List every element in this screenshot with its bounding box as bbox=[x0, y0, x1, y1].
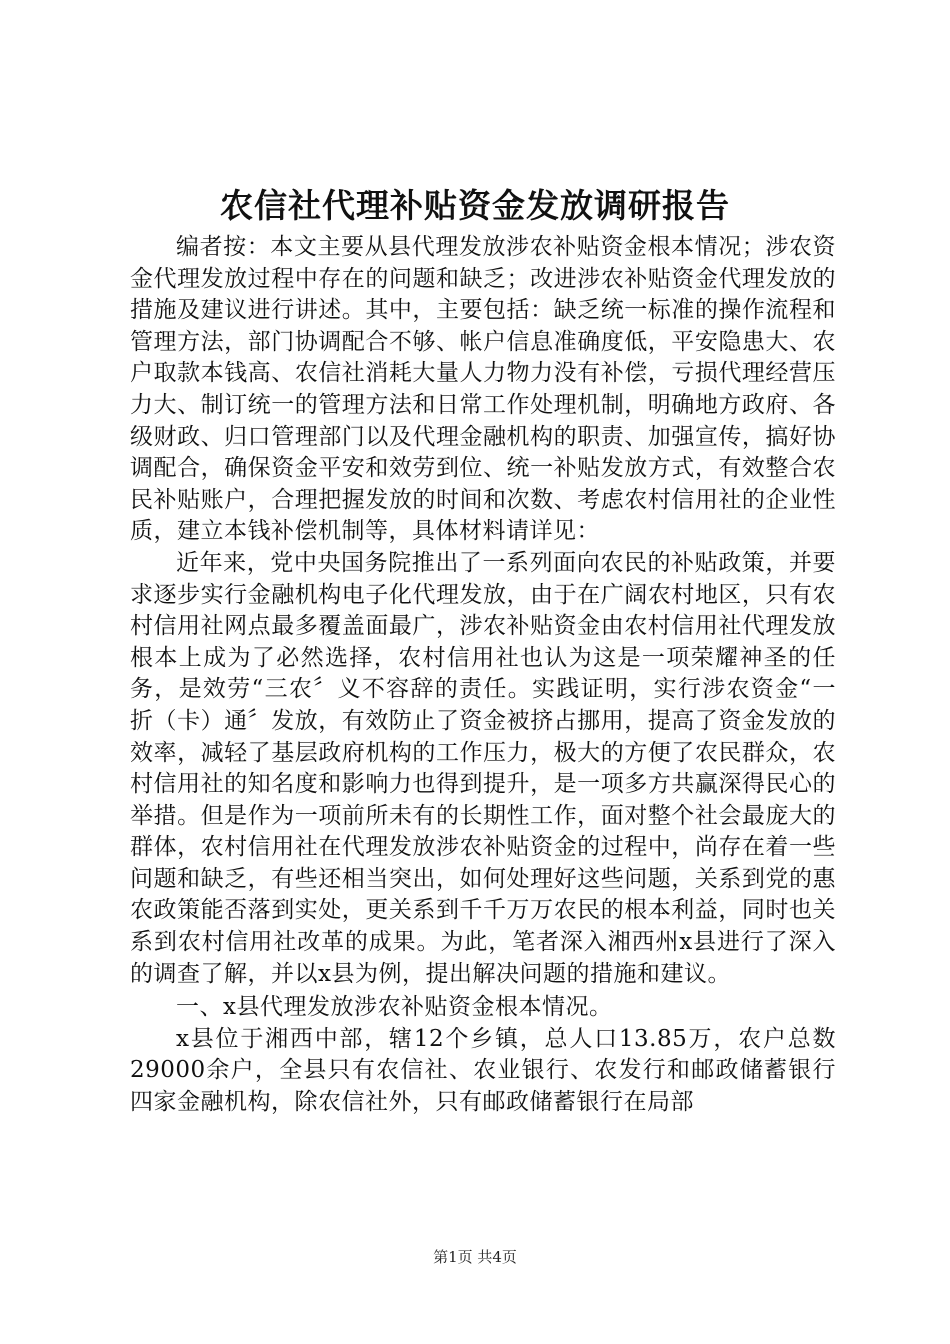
editor-note-paragraph: 编者按：本文主要从县代理发放涉农补贴资金根本情况；涉农资金代理发放过程中存在的问题和缺乏；改进涉农补贴资金代理发放的措施及建议进行讲述。其中，主要包括：缺乏统一标准的操作流程和管理方法，部门协调配合不够、帐户信息准确度低，平安隐患大、农户取款本钱高、农信社消耗大量人力物力没有补偿，亏损代理经营压力大、制订统一的管理方法和日常工作处理机制，明确地方政府、各级财政、归口管理部门以及代理金融机构的职责、加强宣传，搞好协调配合，确保资金平安和效劳到位、统一补贴发放方式，有效整合农民补贴账户，合理把握发放的时间和次数、考虑农村信用社的企业性质，建立本钱补偿机制等，具体材料请详见： bbox=[130, 234, 836, 545]
county-overview-paragraph: x县位于湘西中部，辖12个乡镇，总人口13.85万，农户总数29000余户，全县只有农信社、农业银行、农发行和邮政储蓄银行四家金融机构，除农信社外，只有邮政储蓄银行在局部 bbox=[130, 1025, 836, 1116]
page-footer: 第1页 共4页 bbox=[433, 1248, 517, 1266]
section-heading: 一、x县代理发放涉农补贴资金根本情况。 bbox=[176, 994, 613, 1021]
intro-paragraph: 近年来，党中央国务院推出了一系列面向农民的补贴政策，并要求逐步实行金融机构电子化代理发放，由于在广阔农村地区，只有农村信用社网点最多覆盖面最广，涉农补贴资金由农村信用社代理发放根本上成为了必然选择，农村信用社也认为这是一项荣耀神圣的任务，是效劳“三农〞义不容辞的责任。实践证明，实行涉农资金“一折（卡）通〞发放，有效防止了资金被挤占挪用，提高了资金发放的效率，减轻了基层政府机构的工作压力，极大的方便了农民群众，农村信用社的知名度和影响力也得到提升，是一项多方共赢深得民心的举措。但是作为一项前所未有的长期性工作，面对整个社会最庞大的群体，农村信用社在代理发放涉农补贴资金的过程中，尚存在着一些问题和缺乏，有些还相当突出，如何处理好这些问题，关系到党的惠农政策能否落到实处，更关系到千千万万农民的根本利益，同时也关系到农村信用社改革的成果。为此，笔者深入湘西州x县进行了深入的调查了解，并以x县为例，提出解决问题的措施和建议。 bbox=[130, 549, 836, 987]
document-title: 农信社代理补贴资金发放调研报告 bbox=[220, 186, 730, 225]
document-body bbox=[130, 232, 836, 1119]
